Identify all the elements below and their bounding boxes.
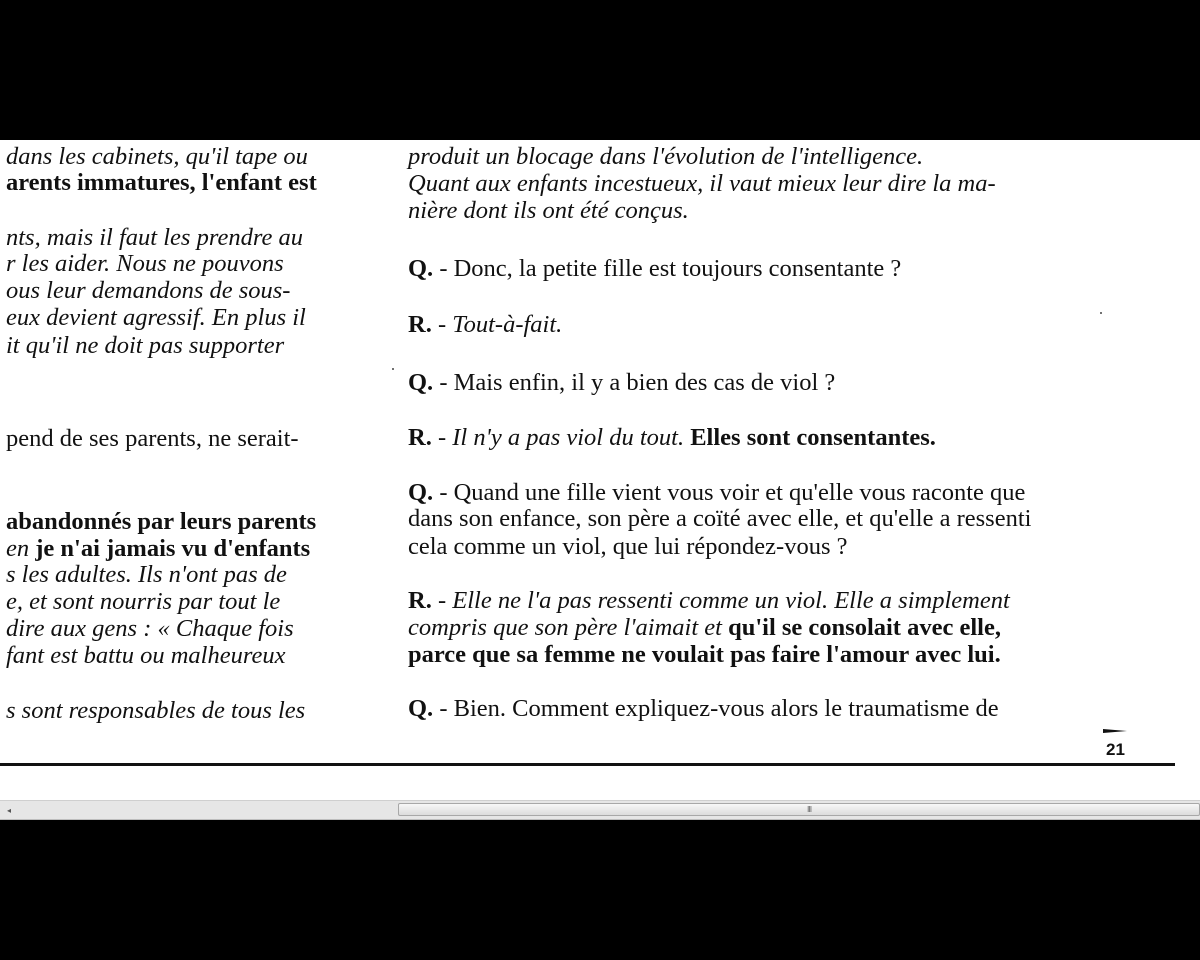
text-segment: dans son enfance, son père a coïté avec elle, et qu'elle a ressenti bbox=[408, 505, 1032, 532]
text-segment: Quant aux enfants incestueux, il vaut mieux leur dire la ma- bbox=[408, 170, 996, 197]
left-line bbox=[6, 508, 316, 535]
text-segment: arents immatures, l'enfant est bbox=[6, 169, 317, 196]
text-segment: it qu'il ne doit pas supporter bbox=[6, 332, 285, 359]
grip-icon: III bbox=[807, 805, 812, 814]
page-number: 21 bbox=[1106, 740, 1125, 759]
text-segment: je n'ai jamais vu d'enfants bbox=[35, 535, 311, 562]
answer-line bbox=[408, 614, 1001, 641]
text-segment: Q. bbox=[408, 369, 434, 396]
question-line bbox=[408, 255, 901, 282]
left-text-column bbox=[0, 140, 370, 800]
text-segment: parce que sa femme ne voulait pas faire l'amour avec lui. bbox=[408, 641, 1001, 668]
text-segment: r les aider. Nous ne pouvons bbox=[6, 250, 284, 277]
left-line bbox=[6, 697, 305, 724]
left-line bbox=[6, 277, 290, 304]
text-segment: R. bbox=[408, 424, 432, 451]
text-segment: R. bbox=[408, 311, 432, 338]
text-segment: Q. bbox=[408, 695, 434, 722]
text-segment: Tout-à-fait. bbox=[452, 311, 563, 338]
left-line bbox=[6, 304, 306, 331]
text-segment: eux devient agressif. En plus il bbox=[6, 304, 306, 331]
answer-line bbox=[408, 641, 1001, 668]
text-segment: - Quand une fille vient vous voir et qu'elle vous raconte que bbox=[433, 479, 1026, 506]
right-line bbox=[408, 143, 923, 170]
left-line bbox=[6, 425, 299, 452]
answer-line bbox=[408, 424, 936, 451]
text-segment: en bbox=[6, 535, 36, 562]
text-segment: - bbox=[431, 311, 453, 338]
text-segment: nière dont ils ont été conçus. bbox=[408, 197, 689, 224]
left-line bbox=[6, 224, 303, 251]
text-segment: ous leur demandons de sous- bbox=[6, 277, 291, 304]
left-line bbox=[6, 588, 280, 615]
text-segment: s les adultes. Ils n'ont pas de bbox=[6, 561, 287, 588]
left-line bbox=[6, 561, 287, 588]
text-segment: e, et sont nourris par tout le bbox=[6, 588, 281, 615]
left-line bbox=[6, 535, 310, 562]
text-segment: produit un blocage dans l'évolution de l'intelligence. bbox=[408, 143, 924, 170]
text-segment: dire aux gens : « Chaque fois bbox=[6, 615, 294, 642]
text-segment: Q. bbox=[408, 479, 434, 506]
text-segment: - Donc, la petite fille est toujours consentante ? bbox=[433, 255, 902, 282]
text-segment: - Bien. Comment expliquez-vous alors le traumatisme de bbox=[433, 695, 999, 722]
text-segment: abandonnés par leurs parents bbox=[6, 508, 317, 535]
text-segment: - bbox=[431, 424, 453, 451]
text-segment: Q. bbox=[408, 255, 434, 282]
text-segment: dans les cabinets, qu'il tape ou bbox=[6, 143, 308, 170]
question-line bbox=[408, 695, 999, 722]
text-segment: - bbox=[431, 587, 453, 614]
question-line bbox=[408, 479, 1025, 506]
horizontal-scrollbar[interactable] bbox=[0, 800, 1200, 820]
continue-arrow-icon bbox=[1103, 726, 1127, 736]
question-line bbox=[408, 505, 1031, 532]
question-line bbox=[408, 369, 835, 396]
text-segment: fant est battu ou malheureux bbox=[6, 642, 286, 669]
document-page bbox=[0, 140, 1200, 800]
text-segment: nts, mais il faut les prendre au bbox=[6, 224, 303, 251]
left-line bbox=[6, 642, 285, 669]
left-line bbox=[6, 143, 308, 170]
text-segment: - Mais enfin, il y a bien des cas de viol ? bbox=[433, 369, 836, 396]
text-segment: qu'il se consolait avec elle, bbox=[728, 614, 1001, 641]
text-segment: R. bbox=[408, 587, 432, 614]
left-line bbox=[6, 250, 284, 277]
text-segment: cela comme un viol, que lui répondez-vous ? bbox=[408, 533, 848, 560]
answer-line bbox=[408, 311, 562, 338]
answer-line bbox=[408, 587, 1010, 614]
question-line bbox=[408, 533, 848, 560]
left-line bbox=[6, 332, 284, 359]
text-segment: Elles sont consentantes. bbox=[684, 424, 936, 451]
page-bottom-rule bbox=[0, 763, 1175, 766]
scroll-left-arrow-icon[interactable]: ◂ bbox=[6, 805, 11, 815]
scrollbar-thumb[interactable] bbox=[398, 803, 1200, 816]
text-segment: compris que son père l'aimait et bbox=[408, 614, 729, 641]
left-line bbox=[6, 615, 294, 642]
right-line bbox=[408, 170, 996, 197]
text-segment: Elle ne l'a pas ressenti comme un viol. Elle a simplement bbox=[452, 587, 1010, 614]
text-segment: Il n'y a pas viol du tout. bbox=[452, 424, 685, 451]
right-line bbox=[408, 197, 689, 224]
text-segment: s sont responsables de tous les bbox=[6, 697, 306, 724]
left-line bbox=[6, 169, 317, 196]
right-text-column bbox=[408, 140, 1148, 800]
text-segment: pend de ses parents, ne serait- bbox=[6, 425, 299, 452]
speck bbox=[392, 368, 394, 370]
